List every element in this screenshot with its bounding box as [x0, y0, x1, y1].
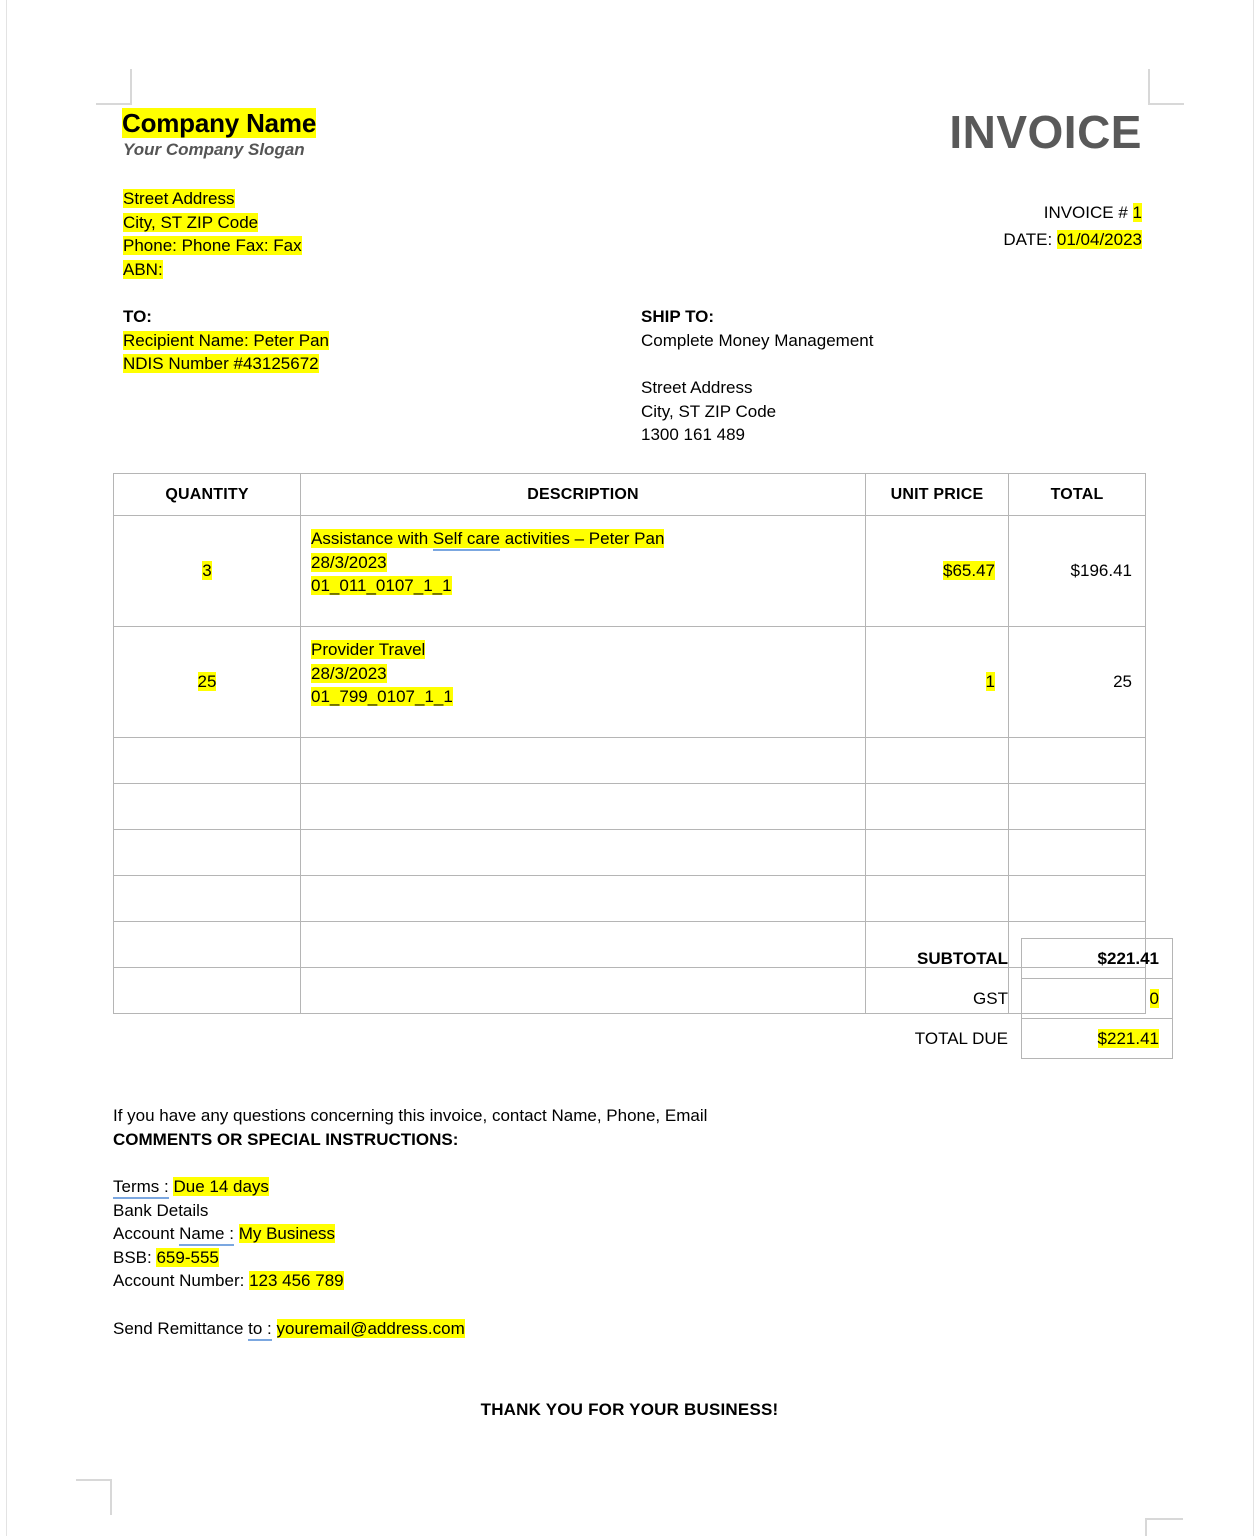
total-due-value-text: $221.41	[1097, 1028, 1159, 1048]
table-header-row	[114, 474, 1146, 516]
terms-row	[113, 1175, 465, 1199]
bill-to-ndis-number: NDIS Number #43125672	[123, 354, 319, 373]
gst-value	[1022, 979, 1173, 1019]
empty-cell	[1009, 876, 1146, 922]
row-description-line-1	[311, 529, 664, 548]
questions-text: If you have any questions concerning this invoice, contact Name, Phone, Email	[113, 1106, 708, 1125]
row-description-line-1-b: Self care	[433, 529, 500, 551]
total-due-label: TOTAL DUE	[914, 1028, 1008, 1048]
invoice-number-label: INVOICE #	[1043, 203, 1133, 222]
row-description-line-1-a: Assistance with	[311, 529, 433, 548]
line-items-table	[113, 473, 1146, 1014]
company-address-block	[123, 187, 302, 281]
bsb-label: BSB:	[113, 1247, 157, 1267]
table-row-empty	[114, 784, 1146, 830]
empty-cell	[1009, 830, 1146, 876]
remittance-email: youremail@address.com	[276, 1318, 465, 1338]
row-quantity	[114, 516, 301, 627]
company-abn-line: ABN:	[123, 259, 163, 279]
remittance-label: to :	[248, 1319, 272, 1341]
invoice-number-row	[1003, 199, 1142, 226]
bill-to-label: TO:	[123, 307, 152, 326]
account-name-prefix: Account	[113, 1224, 180, 1243]
account-number-value: 123 456 789	[249, 1271, 344, 1290]
bsb-value: 659-555	[156, 1247, 219, 1267]
invoice-meta-block	[1003, 199, 1142, 253]
empty-cell	[301, 968, 866, 1014]
empty-cell	[114, 876, 301, 922]
company-address-line-2: City, ST ZIP Code	[123, 212, 259, 232]
account-name-value: My Business	[238, 1224, 336, 1243]
ship-to-line-2: City, ST ZIP Code	[641, 401, 777, 421]
column-header-total: TOTAL	[1009, 474, 1146, 516]
empty-cell	[301, 784, 866, 830]
row-total: $196.41	[1009, 516, 1146, 627]
row-unit-price	[866, 516, 1009, 627]
ship-to-name: Complete Money Management	[641, 330, 874, 350]
thank-you-message: THANK YOU FOR YOUR BUSINESS!	[480, 1400, 779, 1419]
row-description-line-3: 01_799_0107_1_1	[311, 687, 453, 706]
row-unit-price-value: $65.47	[943, 561, 995, 580]
column-header-unit-price: UNIT PRICE	[866, 474, 1009, 516]
row-unit-price-value: 1	[985, 672, 995, 691]
account-name-label: Name :	[179, 1224, 234, 1246]
remittance-prefix: Send Remittance	[113, 1318, 249, 1338]
empty-cell	[1009, 784, 1146, 830]
row-unit-price	[866, 627, 1009, 738]
remittance-row	[113, 1317, 465, 1341]
empty-cell	[114, 922, 301, 968]
crop-mark-bottom-right-icon	[1145, 1518, 1183, 1536]
account-number-label: Account Number:	[113, 1271, 250, 1290]
company-slogan: Your Company Slogan	[123, 140, 305, 159]
column-header-description: DESCRIPTION	[301, 474, 866, 516]
crop-mark-top-left-icon	[96, 69, 132, 105]
bill-to-recipient-name: Recipient Name: Peter Pan	[123, 330, 329, 350]
invoice-number-value: 1	[1132, 203, 1142, 222]
empty-cell	[866, 738, 1009, 784]
page-edge-right	[1253, 0, 1254, 1536]
page-title: INVOICE	[949, 106, 1142, 158]
invoice-date-row	[1003, 226, 1142, 253]
bill-to-block	[123, 305, 329, 376]
empty-cell	[866, 876, 1009, 922]
table-row-empty	[114, 876, 1146, 922]
company-address-line-3: Phone: Phone Fax: Fax	[123, 236, 302, 255]
row-description-line-1: Provider Travel	[311, 640, 426, 659]
total-due-row	[865, 1019, 1173, 1059]
bank-details-block	[113, 1175, 465, 1340]
row-description-line-2: 28/3/2023	[311, 663, 387, 683]
row-description	[301, 516, 866, 627]
terms-label: Terms :	[113, 1177, 169, 1199]
account-number-row	[113, 1269, 465, 1293]
ship-to-line-1: Street Address	[641, 378, 753, 397]
gst-value-text: 0	[1149, 988, 1159, 1008]
table-row	[114, 516, 1146, 627]
invoice-date-label: DATE:	[1003, 230, 1057, 249]
empty-cell	[301, 830, 866, 876]
crop-mark-top-right-icon	[1148, 69, 1184, 105]
table-row-empty	[114, 738, 1146, 784]
bank-details-label: Bank Details	[113, 1200, 209, 1220]
empty-cell	[301, 922, 866, 968]
company-name-text: Company Name	[122, 108, 317, 138]
company-address-line-1: Street Address	[123, 189, 235, 208]
ship-to-label: SHIP TO:	[641, 307, 715, 326]
comments-heading: COMMENTS OR SPECIAL INSTRUCTIONS:	[113, 1130, 459, 1149]
row-total: 25	[1009, 627, 1146, 738]
bank-spacer	[113, 1293, 465, 1317]
crop-mark-bottom-left-icon	[76, 1479, 112, 1515]
row-description	[301, 627, 866, 738]
questions-block	[113, 1104, 707, 1152]
table-row-empty	[114, 830, 1146, 876]
terms-value: Due 14 days	[173, 1177, 269, 1196]
company-name	[122, 108, 316, 139]
gst-label: GST	[973, 988, 1008, 1008]
subtotal-label: SUBTOTAL	[917, 948, 1008, 968]
row-quantity	[114, 627, 301, 738]
row-description-line-2: 28/3/2023	[311, 552, 387, 572]
gst-row	[865, 979, 1173, 1019]
empty-cell	[301, 738, 866, 784]
empty-cell	[866, 784, 1009, 830]
ship-to-phone: 1300 161 489	[641, 425, 745, 444]
empty-cell	[1009, 738, 1146, 784]
column-header-quantity: QUANTITY	[114, 474, 301, 516]
empty-cell	[114, 968, 301, 1014]
empty-cell	[114, 738, 301, 784]
row-description-line-3: 01_011_0107_1_1	[311, 576, 452, 595]
page-edge-left	[6, 0, 7, 1536]
row-quantity-value: 25	[197, 672, 217, 691]
account-name-row	[113, 1222, 465, 1246]
empty-cell	[114, 784, 301, 830]
invoice-date-value: 01/04/2023	[1056, 230, 1142, 249]
bsb-row	[113, 1246, 465, 1270]
empty-cell	[301, 876, 866, 922]
empty-cell	[114, 830, 301, 876]
subtotal-row	[865, 939, 1173, 979]
row-description-line-1-c: activities – Peter Pan	[499, 529, 665, 548]
row-quantity-value: 3	[202, 561, 212, 580]
total-due-value	[1022, 1019, 1173, 1059]
ship-to-spacer	[641, 352, 873, 376]
subtotal-value: $221.41	[1022, 939, 1173, 979]
ship-to-block	[641, 305, 873, 447]
empty-cell	[866, 830, 1009, 876]
totals-table	[865, 938, 1173, 1059]
table-row	[114, 627, 1146, 738]
